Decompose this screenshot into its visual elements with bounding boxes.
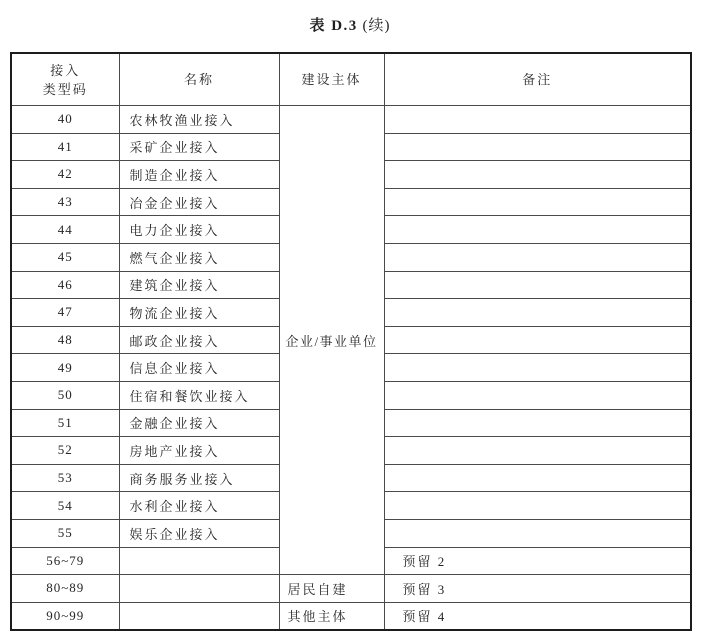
cell-remark (384, 354, 691, 382)
cell-name: 商务服务业接入 (119, 464, 279, 492)
cell-remark (384, 299, 691, 327)
cell-remark: 预留 2 (384, 547, 691, 575)
cell-access-code: 40 (11, 106, 119, 134)
cell-remark (384, 381, 691, 409)
cell-name (119, 575, 279, 603)
header-cell-builder: 建设主体 (279, 53, 384, 106)
table-row (11, 575, 691, 603)
header-cell-name: 名称 (119, 53, 279, 106)
cell-name: 采矿企业接入 (119, 133, 279, 161)
cell-access-code: 90~99 (11, 602, 119, 630)
cell-name: 金融企业接入 (119, 409, 279, 437)
table-continued-label: (续) (362, 18, 391, 34)
cell-access-code: 52 (11, 437, 119, 465)
cell-access-code: 41 (11, 133, 119, 161)
cell-name: 燃气企业接入 (119, 243, 279, 271)
cell-builder: 企业/事业单位 (279, 106, 384, 575)
cell-name: 信息企业接入 (119, 354, 279, 382)
cell-access-code: 48 (11, 326, 119, 354)
cell-remark (384, 106, 691, 134)
header-cell-remark: 备注 (384, 53, 691, 106)
cell-name: 冶金企业接入 (119, 188, 279, 216)
cell-remark (384, 326, 691, 354)
cell-name: 水利企业接入 (119, 492, 279, 520)
cell-access-code: 54 (11, 492, 119, 520)
cell-remark (384, 271, 691, 299)
cell-access-code: 45 (11, 243, 119, 271)
cell-access-code: 50 (11, 381, 119, 409)
cell-access-code: 46 (11, 271, 119, 299)
access-type-table (10, 52, 692, 631)
cell-remark (384, 409, 691, 437)
cell-remark (384, 243, 691, 271)
header-row (11, 53, 691, 106)
cell-name: 农林牧渔业接入 (119, 106, 279, 134)
cell-builder: 居民自建 (279, 575, 384, 603)
cell-access-code: 43 (11, 188, 119, 216)
cell-name: 住宿和餐饮业接入 (119, 381, 279, 409)
cell-remark (384, 161, 691, 189)
cell-name: 娱乐企业接入 (119, 519, 279, 547)
cell-access-code: 55 (11, 519, 119, 547)
cell-access-code: 49 (11, 354, 119, 382)
cell-remark (384, 492, 691, 520)
table-row (11, 602, 691, 630)
cell-remark (384, 216, 691, 244)
cell-remark (384, 519, 691, 547)
cell-access-code: 44 (11, 216, 119, 244)
cell-name (119, 602, 279, 630)
cell-access-code: 80~89 (11, 575, 119, 603)
table-body (11, 106, 691, 631)
cell-remark (384, 437, 691, 465)
header-cell-access-code (11, 53, 119, 106)
table-number-label: 表 D.3 (309, 18, 358, 34)
cell-builder: 其他主体 (279, 602, 384, 630)
cell-remark: 预留 4 (384, 602, 691, 630)
cell-remark (384, 188, 691, 216)
cell-access-code: 42 (11, 161, 119, 189)
cell-access-code: 56~79 (11, 547, 119, 575)
cell-access-code: 53 (11, 464, 119, 492)
cell-name: 邮政企业接入 (119, 326, 279, 354)
cell-name: 电力企业接入 (119, 216, 279, 244)
cell-name: 房地产业接入 (119, 437, 279, 465)
table-row (11, 106, 691, 134)
cell-name (119, 547, 279, 575)
cell-remark (384, 133, 691, 161)
header-access-code-line1: 接入 (50, 62, 81, 78)
page-title (10, 0, 690, 52)
cell-name: 制造企业接入 (119, 161, 279, 189)
cell-access-code: 51 (11, 409, 119, 437)
cell-access-code: 47 (11, 299, 119, 327)
cell-remark (384, 464, 691, 492)
cell-remark: 预留 3 (384, 575, 691, 603)
cell-name: 建筑企业接入 (119, 271, 279, 299)
table-header (11, 53, 691, 106)
cell-name: 物流企业接入 (119, 299, 279, 327)
header-access-code-line2: 类型码 (42, 81, 88, 97)
